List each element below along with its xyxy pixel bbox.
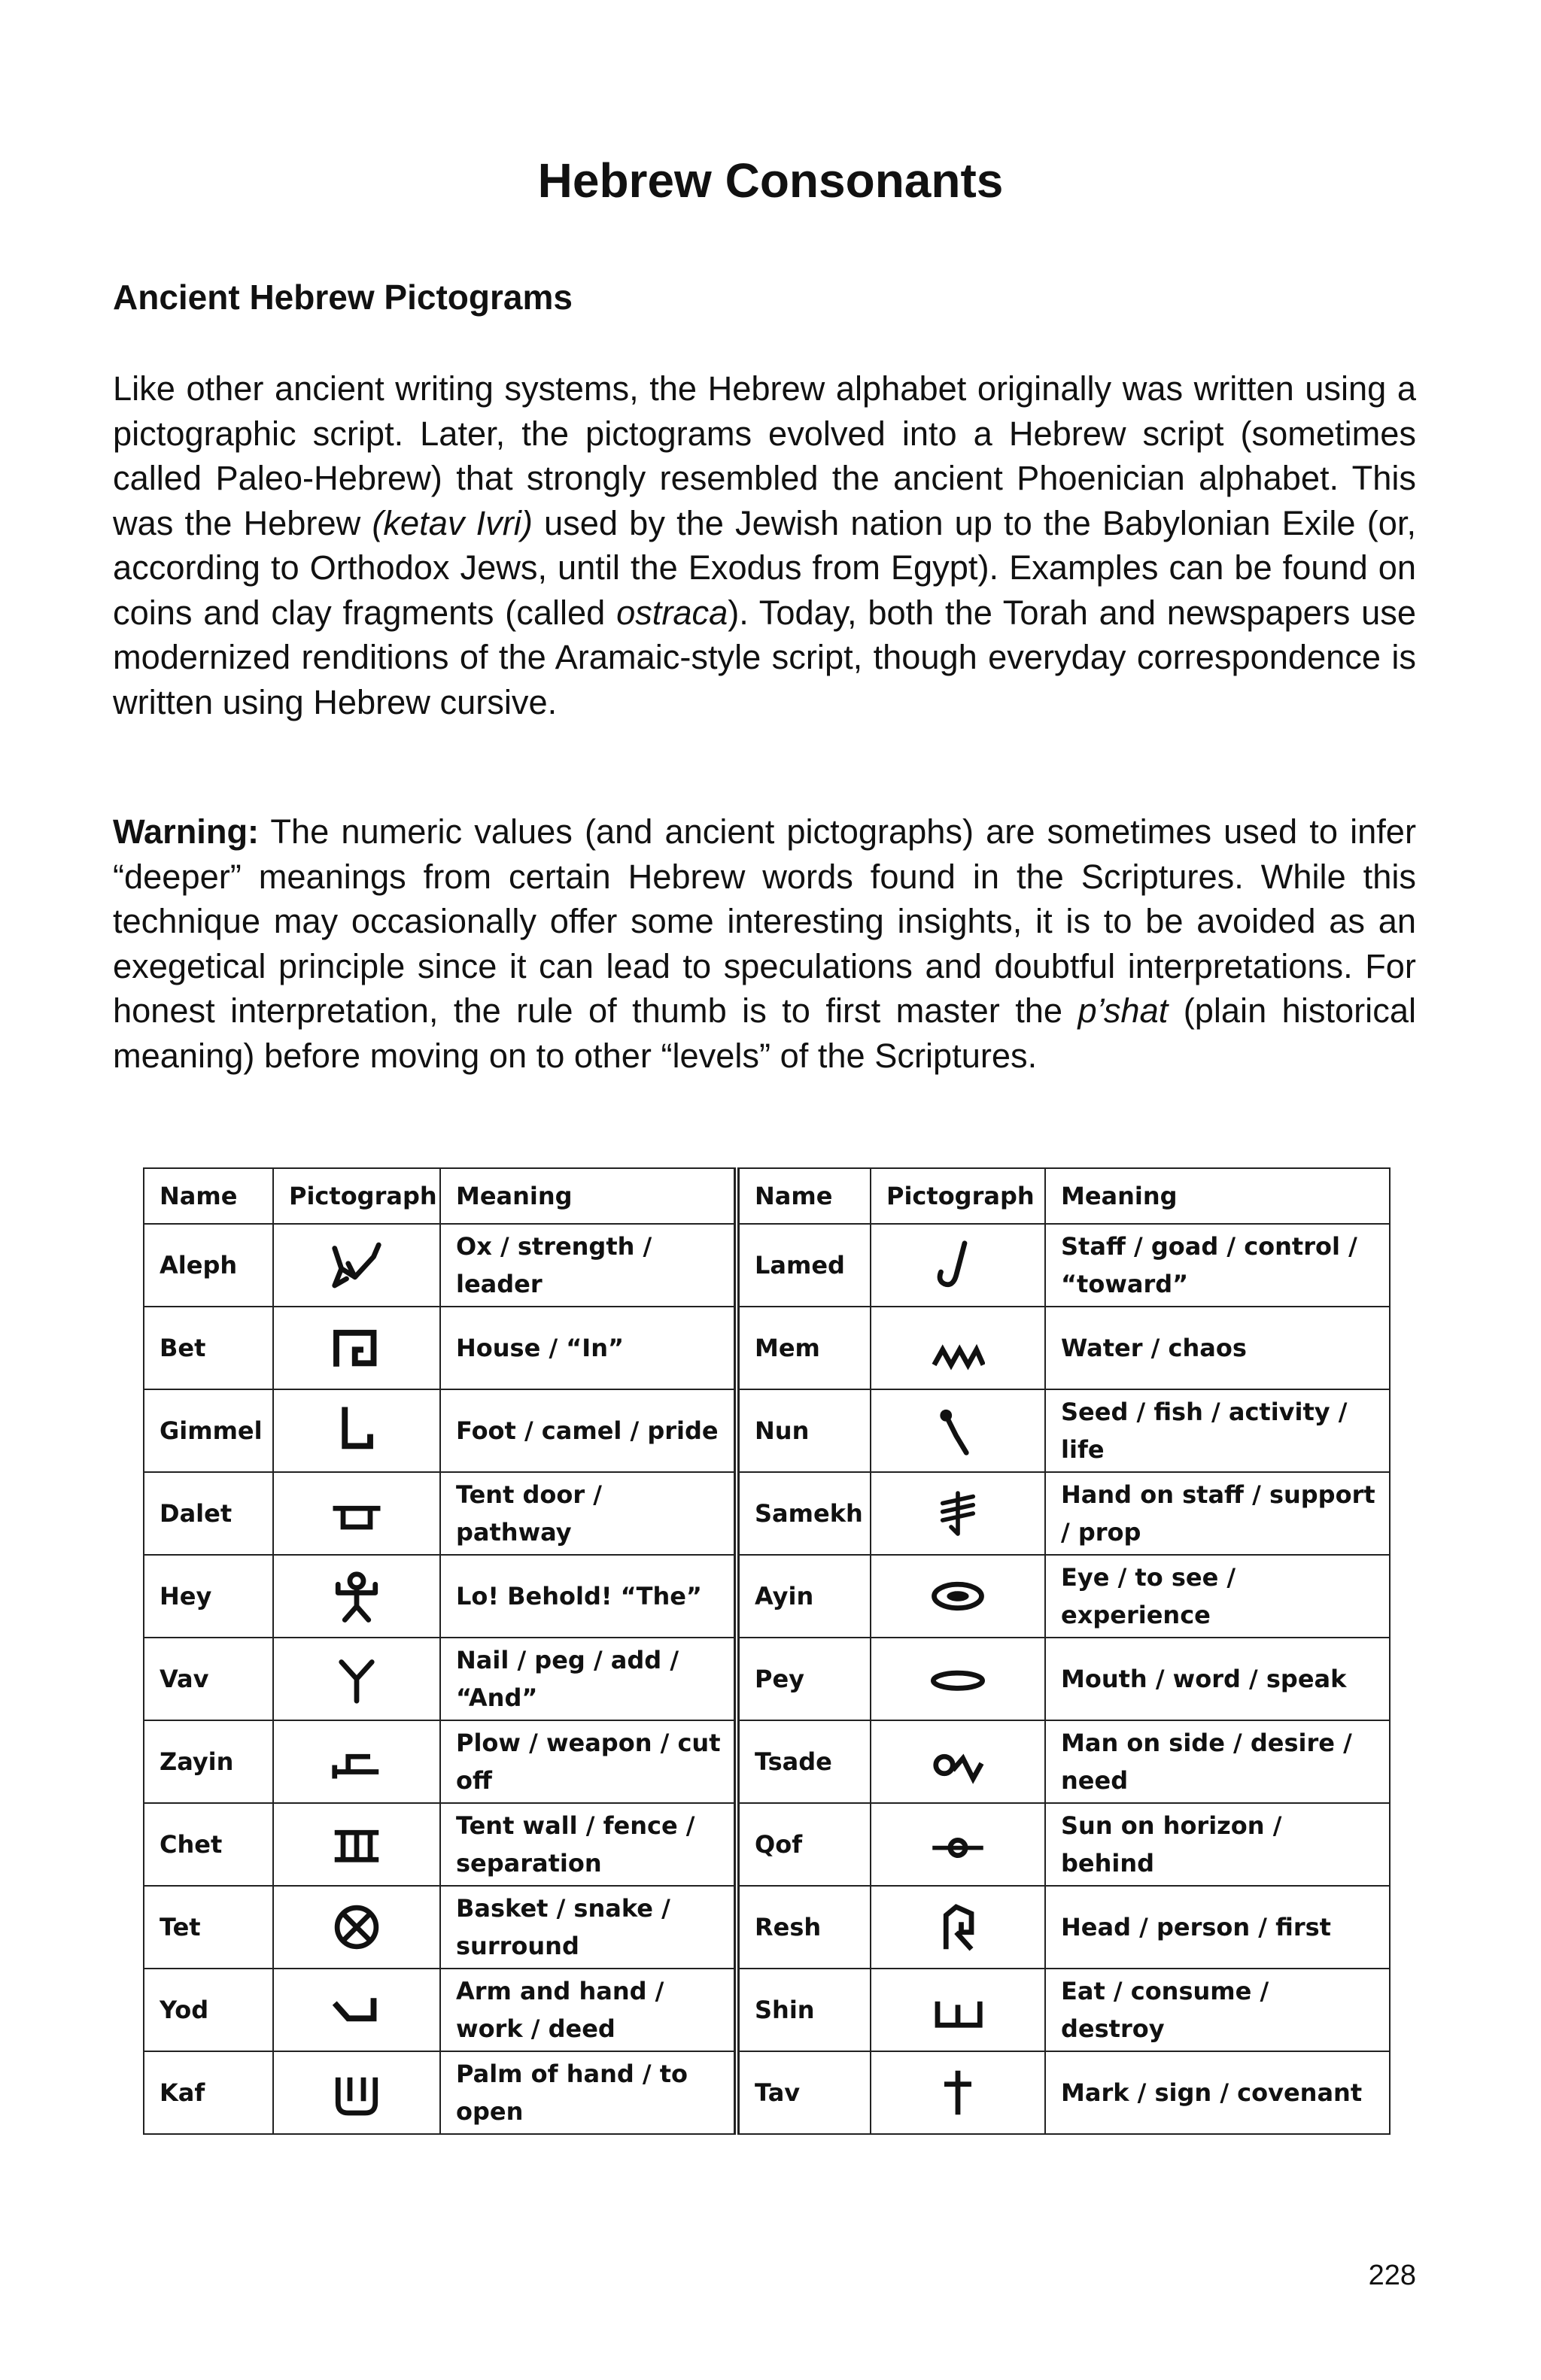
letter-name: Kaf <box>144 2051 273 2134</box>
ostraca-term: ostraca <box>616 593 728 632</box>
table-row <box>144 1307 1390 1389</box>
table-row <box>144 1472 1390 1555</box>
letter-meaning: Mark / sign / covenant <box>1045 2051 1390 2134</box>
letter-name: Shin <box>737 1969 871 2051</box>
head-icon <box>931 1900 985 1954</box>
arm-hand-icon <box>330 1983 384 2037</box>
letter-meaning: Water / chaos <box>1045 1307 1390 1389</box>
teeth-icon <box>931 1983 985 2037</box>
table-row <box>144 1224 1390 1307</box>
letter-name: Qof <box>737 1803 871 1886</box>
pictograph-cell <box>273 1555 440 1638</box>
pictograph-cell <box>871 1886 1045 1969</box>
page-number: 228 <box>1368 2260 1416 2291</box>
letter-name: Pey <box>737 1638 871 1720</box>
house-icon <box>330 1321 384 1375</box>
pshat-term: p’shat <box>1077 991 1169 1030</box>
pictogram-table <box>143 1167 1391 2135</box>
pictograph-cell <box>871 2051 1045 2134</box>
letter-meaning: Head / person / first <box>1045 1886 1390 1969</box>
section-heading: Ancient Hebrew Pictograms <box>113 278 573 317</box>
pictograph-cell <box>871 1307 1045 1389</box>
letter-meaning: Mouth / word / speak <box>1045 1638 1390 1720</box>
letter-meaning: Ox / strength / leader <box>440 1224 737 1307</box>
water-icon <box>931 1321 985 1375</box>
letter-name: Samekh <box>737 1472 871 1555</box>
intro-text-a: Like other ancient writing systems, the Hebrew alphabet originally was written using a pictographic script. Later, the pictograms evolved into a Hebrew script (sometimes called Paleo-Hebrew) that strongly resembled the ancient Phoenician alphabet. This was the Hebrew <box>113 369 1416 542</box>
pictograph-cell <box>273 1307 440 1389</box>
pictograph-cell <box>871 1803 1045 1886</box>
letter-meaning: Tent wall / fence / separation <box>440 1803 737 1886</box>
tent-door-icon <box>330 1486 384 1541</box>
letter-meaning: Eye / to see / experience <box>1045 1555 1390 1638</box>
intro-text-c: ). Today, both the Torah and newspapers use modernized renditions of the Aramaic-style script, though everyday correspondence is written using Hebrew cursive. <box>113 593 1416 721</box>
warning-paragraph <box>113 809 1416 1078</box>
letter-name: Lamed <box>737 1224 871 1307</box>
pictograph-cell <box>273 1969 440 2051</box>
letter-meaning: Sun on horizon / behind <box>1045 1803 1390 1886</box>
letter-name: Dalet <box>144 1472 273 1555</box>
table-row <box>144 1389 1390 1472</box>
letter-meaning: Tent door / pathway <box>440 1472 737 1555</box>
letter-name: Resh <box>737 1886 871 1969</box>
pictograph-cell <box>871 1389 1045 1472</box>
letter-name: Chet <box>144 1803 273 1886</box>
pictograph-cell <box>273 1224 440 1307</box>
letter-name: Nun <box>737 1389 871 1472</box>
letter-name: Bet <box>144 1307 273 1389</box>
letter-meaning: Arm and hand / work / deed <box>440 1969 737 2051</box>
letter-name: Tsade <box>737 1720 871 1803</box>
intro-text-b: used by the Jewish nation up to the Babylonian Exile (or, according to Orthodox Jews, until the Exodus from Egypt). Examples can be found on coins and clay fragments (called <box>113 503 1417 632</box>
pictograph-cell <box>871 1224 1045 1307</box>
table-row <box>144 1886 1390 1969</box>
letter-name: Gimmel <box>144 1389 273 1472</box>
pictograph-cell <box>273 1886 440 1969</box>
letter-meaning: Staff / goad / control / “toward” <box>1045 1224 1390 1307</box>
sun-horizon-icon <box>931 1817 985 1872</box>
pictograph-cell <box>871 1555 1045 1638</box>
foot-icon <box>330 1404 384 1458</box>
letter-name: Hey <box>144 1555 273 1638</box>
hand-on-staff-icon <box>931 1486 985 1541</box>
man-on-side-icon <box>931 1735 985 1789</box>
nail-peg-icon <box>330 1652 384 1706</box>
ox-head-icon <box>330 1238 384 1292</box>
table-header-row <box>144 1168 1390 1224</box>
letter-name: Aleph <box>144 1224 273 1307</box>
behold-figure-icon <box>330 1569 384 1623</box>
mouth-icon <box>931 1652 985 1706</box>
warning-text-a: The numeric values (and ancient pictographs) are sometimes used to infer “deeper” meanings from certain Hebrew words found in the Scriptures. While this technique may occasionally offer some interesting insights, it is to be avoided as an exegetical principle since it can lead to speculations and doubtful interpretations. For honest interpretation, the rule of thumb is to first master the <box>113 812 1416 1030</box>
header-meaning: Meaning <box>440 1168 737 1224</box>
letter-name: Ayin <box>737 1555 871 1638</box>
letter-meaning: Man on side / desire / need <box>1045 1720 1390 1803</box>
table-row <box>144 1720 1390 1803</box>
pictograph-cell <box>871 1472 1045 1555</box>
header-name: Name <box>737 1168 871 1224</box>
warning-text-b: (plain historical meaning) before moving on to other “levels” of the Scriptures. <box>113 991 1416 1075</box>
letter-name: Tav <box>737 2051 871 2134</box>
pictograph-cell <box>273 1389 440 1472</box>
letter-meaning: House / “In” <box>440 1307 737 1389</box>
header-name: Name <box>144 1168 273 1224</box>
letter-name: Vav <box>144 1638 273 1720</box>
table-row <box>144 1555 1390 1638</box>
letter-meaning: Lo! Behold! “The” <box>440 1555 737 1638</box>
letter-meaning: Palm of hand / to open <box>440 2051 737 2134</box>
letter-name: Tet <box>144 1886 273 1969</box>
pictograph-cell <box>273 2051 440 2134</box>
pictograph-cell <box>273 1803 440 1886</box>
page-title: Hebrew Consonants <box>537 153 1004 208</box>
header-meaning: Meaning <box>1045 1168 1390 1224</box>
header-pictograph: Pictograph <box>871 1168 1045 1224</box>
table-row <box>144 1803 1390 1886</box>
table-row <box>144 2051 1390 2134</box>
letter-name: Zayin <box>144 1720 273 1803</box>
letter-name: Yod <box>144 1969 273 2051</box>
eye-icon <box>931 1569 985 1623</box>
pictograph-cell <box>871 1969 1045 2051</box>
letter-meaning: Nail / peg / add / “And” <box>440 1638 737 1720</box>
letter-meaning: Foot / camel / pride <box>440 1389 737 1472</box>
letter-name: Mem <box>737 1307 871 1389</box>
letter-meaning: Basket / snake / surround <box>440 1886 737 1969</box>
letter-meaning: Hand on staff / support / prop <box>1045 1472 1390 1555</box>
pictograph-cell <box>871 1720 1045 1803</box>
tent-wall-icon <box>330 1817 384 1872</box>
letter-meaning: Eat / consume / destroy <box>1045 1969 1390 2051</box>
pictograph-cell <box>273 1720 440 1803</box>
table-row <box>144 1638 1390 1720</box>
ketav-ivri-term: (ketav Ivri) <box>372 503 533 542</box>
staff-icon <box>931 1238 985 1292</box>
table-row <box>144 1969 1390 2051</box>
header-pictograph: Pictograph <box>273 1168 440 1224</box>
pictograph-cell <box>273 1638 440 1720</box>
letter-meaning: Seed / fish / activity / life <box>1045 1389 1390 1472</box>
seed-icon <box>931 1404 985 1458</box>
letter-meaning: Plow / weapon / cut off <box>440 1720 737 1803</box>
plow-icon <box>330 1735 384 1789</box>
palm-icon <box>330 2066 384 2120</box>
pictograph-cell <box>273 1472 440 1555</box>
mark-icon <box>931 2066 985 2120</box>
intro-paragraph <box>113 366 1416 724</box>
warning-label: Warning: <box>113 812 260 851</box>
basket-icon <box>330 1900 384 1954</box>
pictograph-cell <box>871 1638 1045 1720</box>
